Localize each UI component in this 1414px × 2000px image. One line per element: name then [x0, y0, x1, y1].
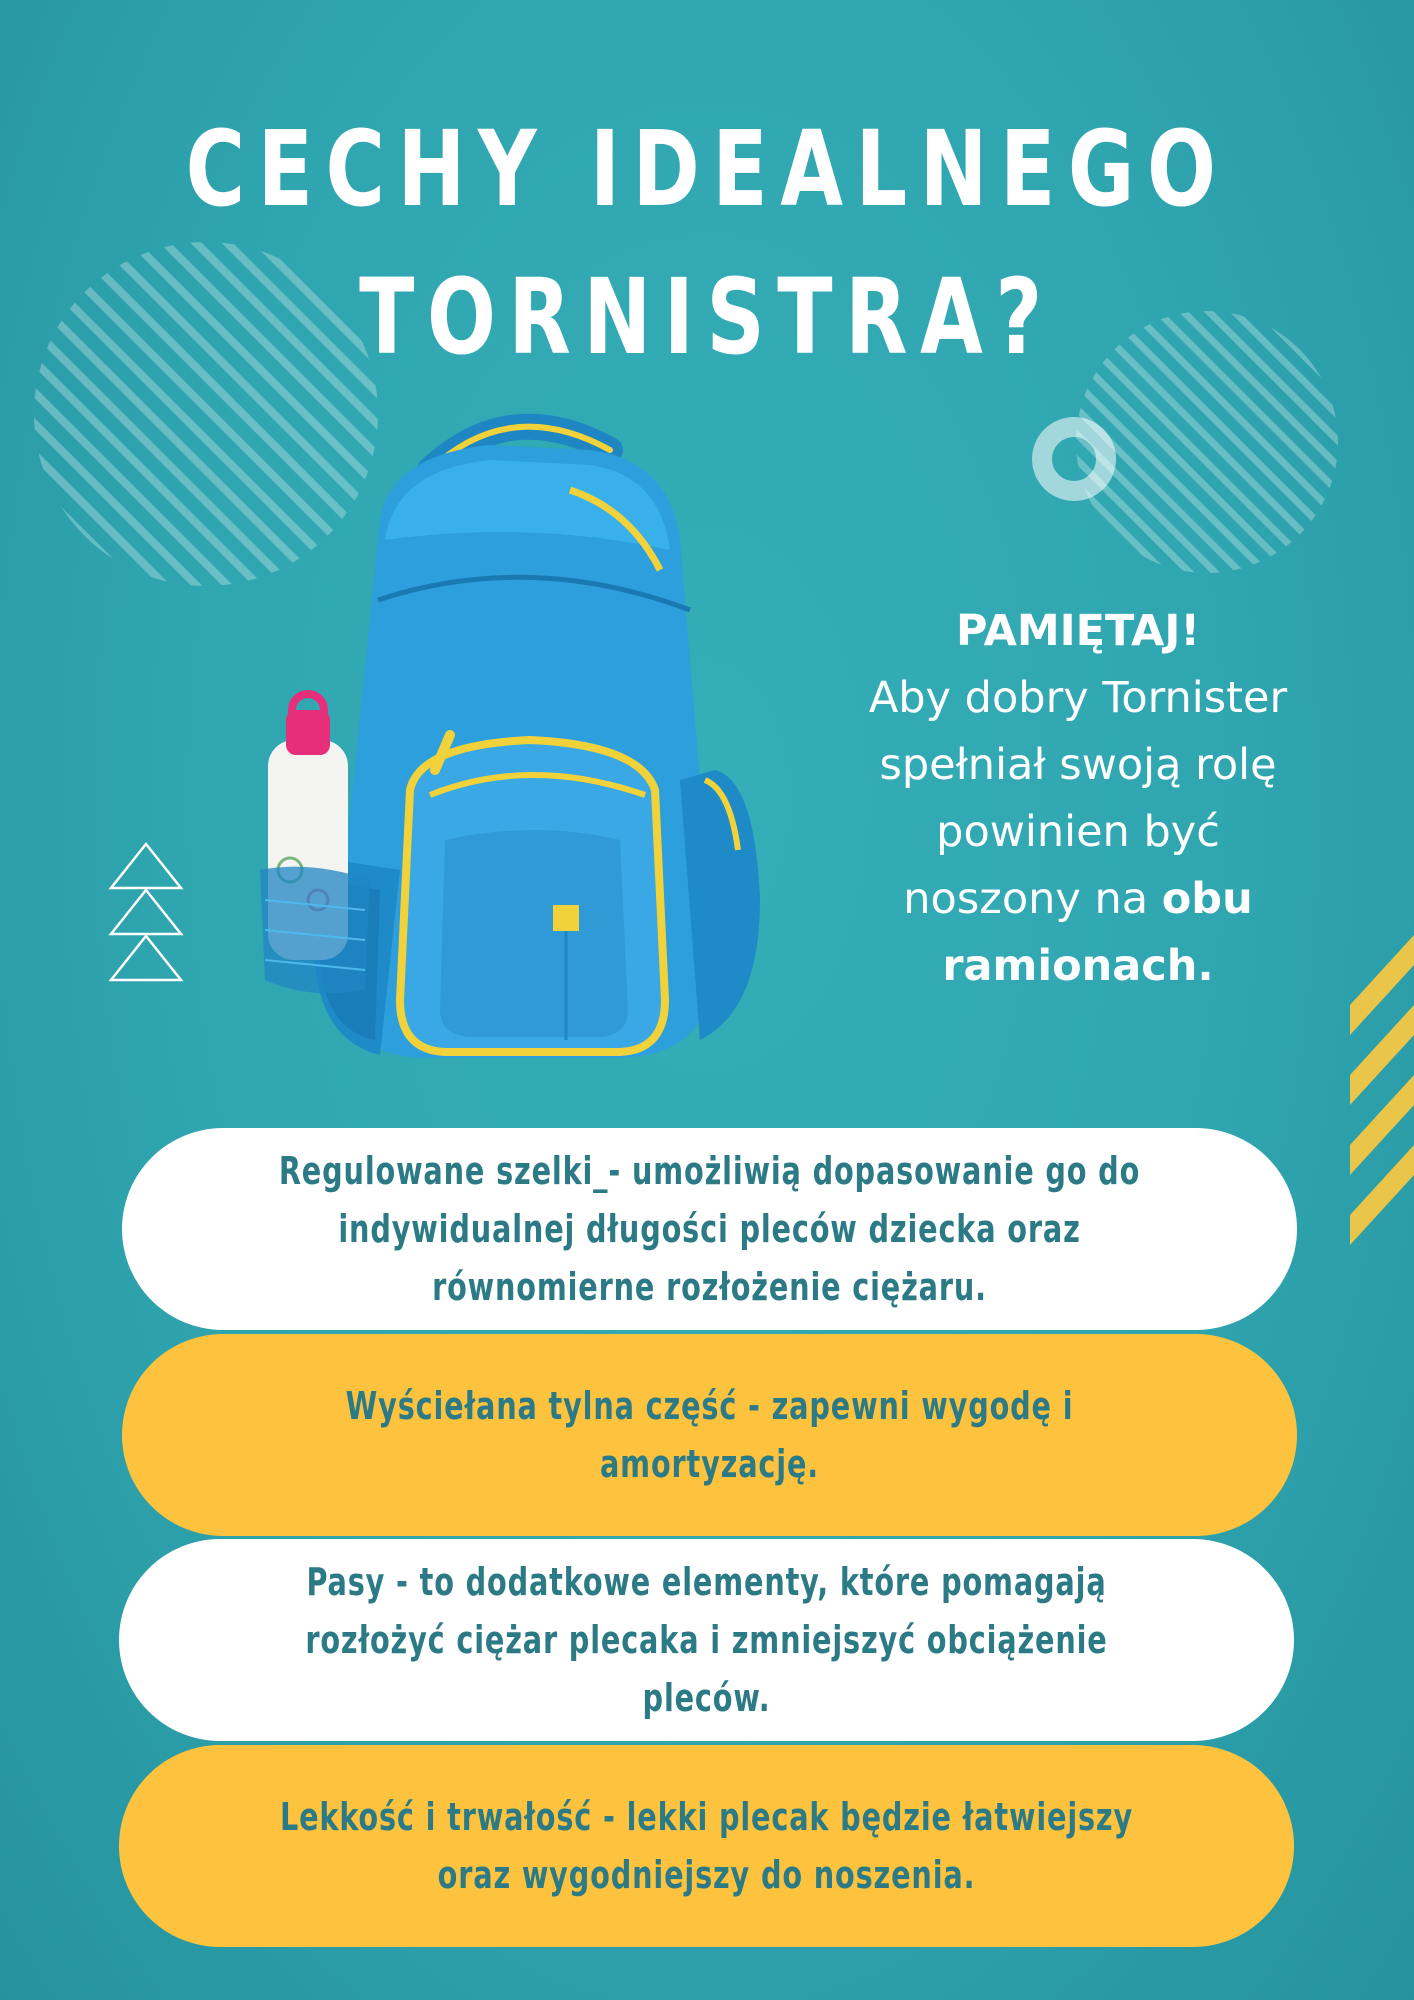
- feature-pill-4: [119, 1745, 1294, 1947]
- reminder-line-2: spełniał swoją rolę: [879, 740, 1277, 790]
- reminder-line-5-bold: ramionach.: [942, 941, 1214, 991]
- backpack-illustration: [260, 400, 805, 1060]
- reminder-line-1: Aby dobry Tornister: [868, 673, 1288, 723]
- title-line-2: TORNISTRA?: [359, 256, 1055, 378]
- yellow-stripes-decoration: [1350, 935, 1414, 1285]
- reminder-block: [818, 598, 1338, 1000]
- ring-decoration: [1030, 415, 1118, 503]
- feature-pill-2: [122, 1334, 1297, 1536]
- feature-text-3: Pasy - to dodatkowe elementy, które pomagają rozłożyć ciężar plecaka i zmniejszyć obciążenie pleców.: [305, 1560, 1108, 1720]
- feature-text-1: Regulowane szelki_- umożliwią dopasowanie go do indywidualnej długości pleców dziecka oraz równomierne rozłożenie ciężaru.: [278, 1149, 1141, 1309]
- feature-pill-3: [119, 1539, 1294, 1741]
- reminder-line-4-prefix: noszony na: [903, 874, 1162, 924]
- reminder-line-3: powinien być: [936, 807, 1220, 857]
- reminder-line-4-bold: obu: [1161, 874, 1253, 924]
- feature-text-4: Lekkość i trwałość - lekki plecak będzie łatwiejszy oraz wygodniejszy do noszenia.: [279, 1795, 1134, 1897]
- feature-pill-1: [122, 1128, 1297, 1330]
- reminder-heading: PAMIĘTAJ!: [956, 606, 1200, 656]
- triangles-decoration: [108, 842, 184, 984]
- feature-text-2: Wyściełana tylna część - zapewni wygodę i amortyzację.: [345, 1384, 1074, 1486]
- title-line-1: CECHY IDEALNEGO: [185, 108, 1229, 230]
